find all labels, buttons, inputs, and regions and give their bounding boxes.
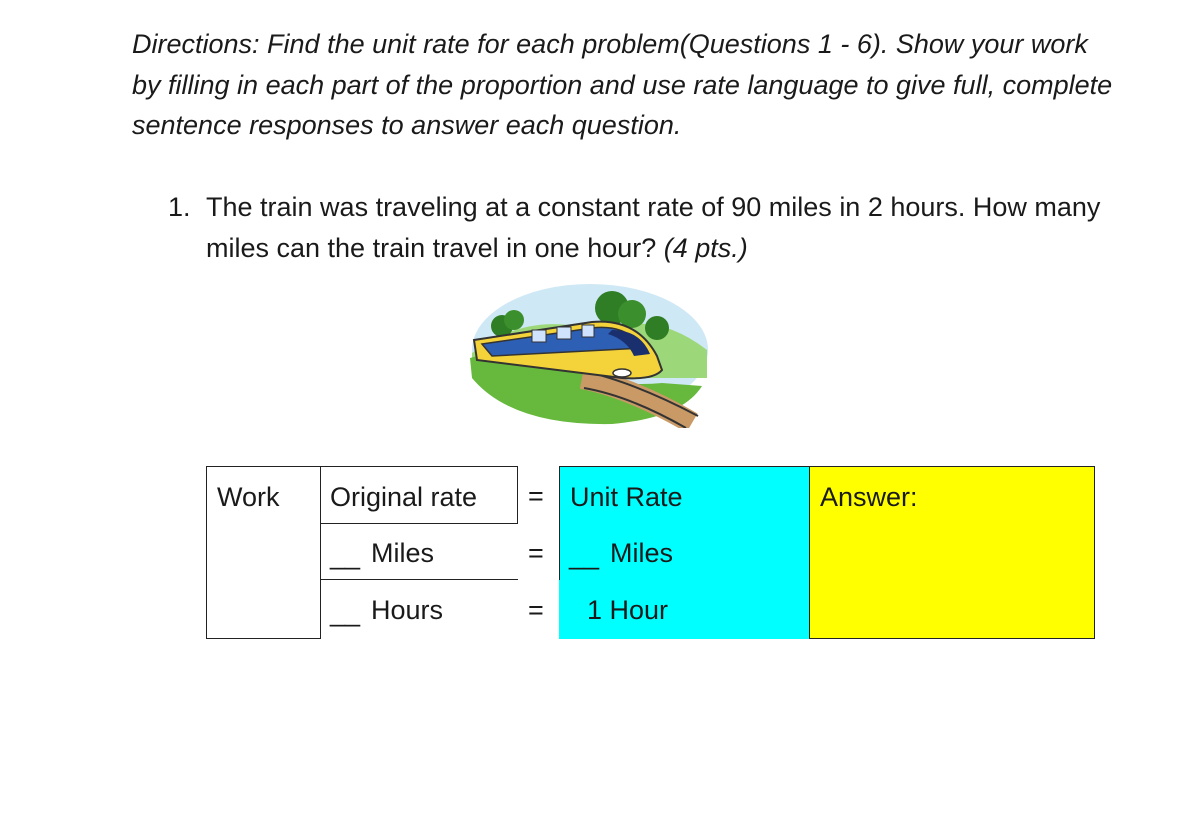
equals-sign: = bbox=[528, 595, 544, 625]
answer-box[interactable]: Answer: bbox=[809, 466, 1095, 639]
question-number: 1. bbox=[168, 192, 191, 222]
work-box: Work bbox=[206, 466, 321, 639]
train-clipart-icon bbox=[462, 278, 712, 428]
unit-miles-label: Miles bbox=[610, 538, 674, 568]
miles-label: Miles bbox=[371, 538, 435, 568]
unit-rate-header: Unit Rate bbox=[559, 466, 810, 524]
equals-sign: = bbox=[528, 538, 544, 568]
question-text bbox=[206, 187, 1108, 268]
fraction-line bbox=[320, 579, 518, 580]
unit-miles-blank[interactable]: __ bbox=[569, 540, 600, 570]
question-prompt: The train was traveling at a constant rate of 90 miles in 2 hours. How many miles can the train travel in one hour? bbox=[206, 192, 1101, 263]
miles-blank[interactable]: __ bbox=[330, 540, 361, 570]
original-rate-header: Original rate bbox=[320, 466, 518, 524]
equals-sign: = bbox=[528, 481, 544, 511]
question-1 bbox=[168, 187, 1108, 268]
question-points: (4 pts.) bbox=[663, 232, 748, 263]
hours-blank[interactable]: __ bbox=[330, 597, 361, 627]
hours-label: Hours bbox=[371, 595, 444, 625]
one-hour-label: 1 Hour bbox=[587, 595, 669, 625]
directions-text: Directions: Find the unit rate for each problem(Questions 1 - 6). Show your work by filling in each part of the proportion and use rate language to give full, complete sentence responses to answer each question. bbox=[132, 29, 1113, 140]
